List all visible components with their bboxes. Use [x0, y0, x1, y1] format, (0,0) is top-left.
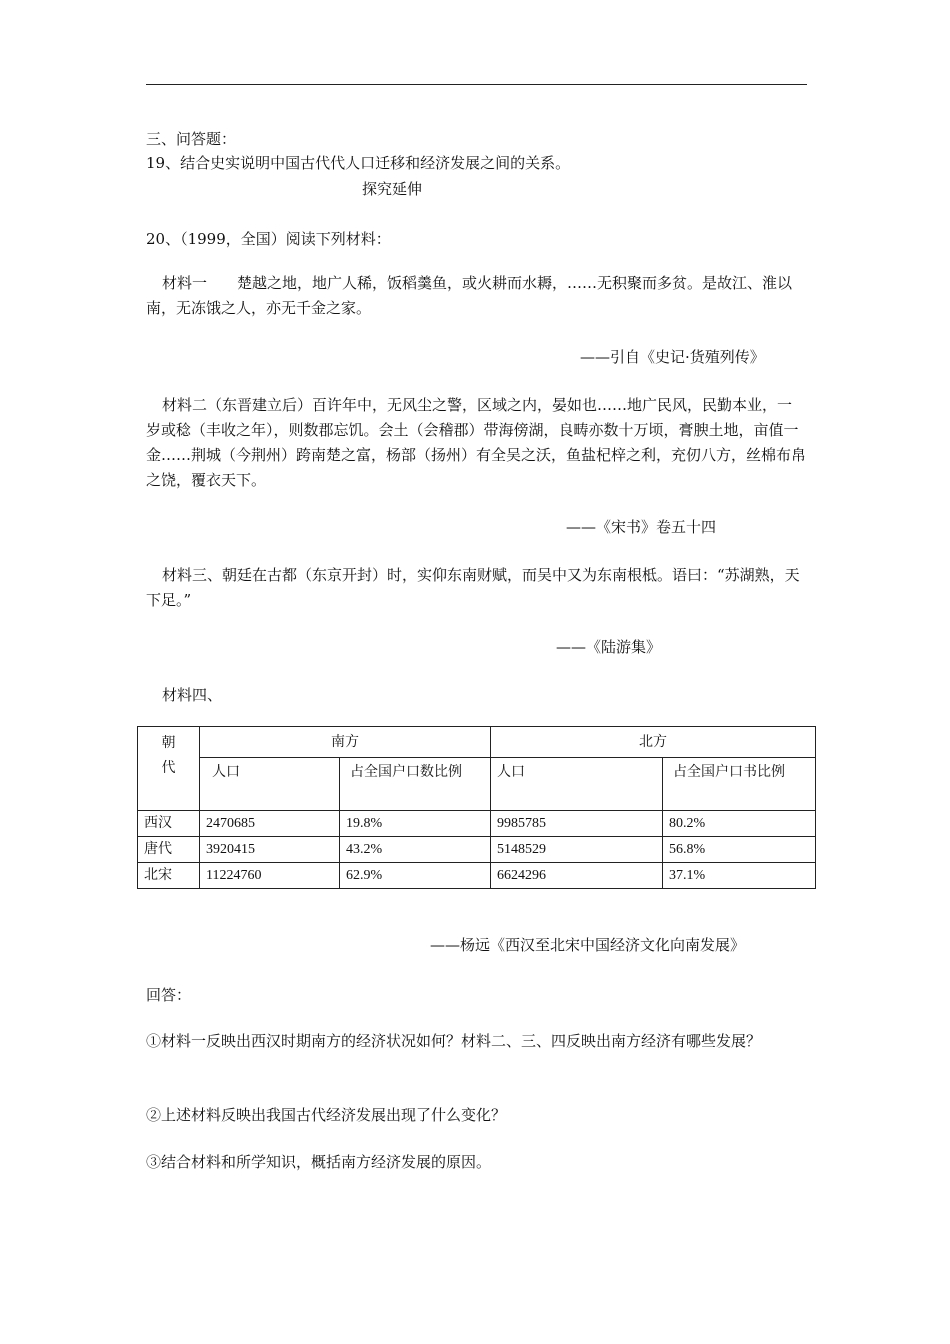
north-ratio-cell: 37.1% — [663, 863, 816, 889]
section-heading: 三、问答题： — [146, 130, 237, 148]
material-4-label: 材料四、 — [162, 686, 223, 704]
material-2-text: 材料二（东晋建立后）百许年中，无风尘之警，区域之内，晏如也……地广民风，民勤本业，一岁或稔（丰收之年），则数郡忘饥。会土（会稽郡）带海傍湖，良畴亦数十万顷，膏腴土地，亩值一金……荆城（今荆州）跨南楚之富，杨部（扬州）有全吴之沃，鱼盐杞梓之利，充仞八方，丝棉布帛之饶，覆衣天下。 — [146, 396, 807, 489]
question-20: 20、（1999，全国）阅读下列材料： — [146, 230, 391, 248]
table-subheader-row — [138, 758, 816, 811]
question-item-1: ①材料一反映出西汉时期南方的经济状况如何？材料二、三、四反映出南方经济有哪些发展？ — [146, 1032, 762, 1050]
south-ratio-cell: 19.8% — [340, 811, 491, 837]
table-header-row — [138, 727, 816, 758]
south-population-cell: 3920415 — [200, 837, 340, 863]
material-4-source: ——杨远《西汉至北宋中国经济文化向南发展》 — [430, 936, 746, 954]
material-3-text: 材料三、朝廷在古都（东京开封）时，实仰东南财赋，而吴中又为东南根柢。语曰：“苏湖熟，天下足。” — [146, 566, 800, 609]
north-ratio-header: 占全国户口书比例 — [663, 758, 816, 811]
dynasty-cell: 西汉 — [138, 811, 200, 837]
table-row — [138, 811, 816, 837]
south-header: 南方 — [200, 727, 491, 758]
south-ratio-header: 占全国户口数比例 — [340, 758, 491, 811]
table-row — [138, 837, 816, 863]
south-ratio-cell: 43.2% — [340, 837, 491, 863]
dynasty-header: 朝代 — [161, 735, 176, 776]
dynasty-cell: 北宋 — [138, 863, 200, 889]
material-3-source: ——《陆游集》 — [556, 638, 662, 656]
question-item-3: ③结合材料和所学知识，概括南方经济发展的原因。 — [146, 1153, 492, 1171]
table-row — [138, 863, 816, 889]
north-population-cell: 6624296 — [491, 863, 663, 889]
south-population-cell: 11224760 — [200, 863, 340, 889]
dynasty-cell: 唐代 — [138, 837, 200, 863]
answer-label: 回答： — [146, 986, 192, 1004]
north-ratio-cell: 56.8% — [663, 837, 816, 863]
south-ratio-cell: 62.9% — [340, 863, 491, 889]
material-2-source: ——《宋书》卷五十四 — [566, 518, 717, 536]
question-19: 19、结合史实说明中国古代代人口迁移和经济发展之间的关系。 — [146, 154, 571, 172]
south-population-header: 人口 — [200, 758, 340, 811]
north-header: 北方 — [491, 727, 816, 758]
north-population-cell: 5148529 — [491, 837, 663, 863]
material-1-source: ——引自《史记·货殖列传》 — [580, 348, 765, 366]
header-rule — [146, 84, 807, 85]
north-ratio-cell: 80.2% — [663, 811, 816, 837]
north-population-cell: 9985785 — [491, 811, 663, 837]
extension-heading: 探究延伸 — [362, 180, 423, 198]
question-item-2: ②上述材料反映出我国古代经济发展出现了什么变化？ — [146, 1106, 507, 1124]
south-population-cell: 2470685 — [200, 811, 340, 837]
population-table — [137, 726, 816, 889]
north-population-header: 人口 — [491, 758, 663, 811]
material-1-text: 材料一 楚越之地，地广人稀，饭稻羹鱼，或火耕而水耨，……无积聚而多贫。是故江、淮以南，无冻饿之人，亦无千金之家。 — [146, 274, 793, 317]
